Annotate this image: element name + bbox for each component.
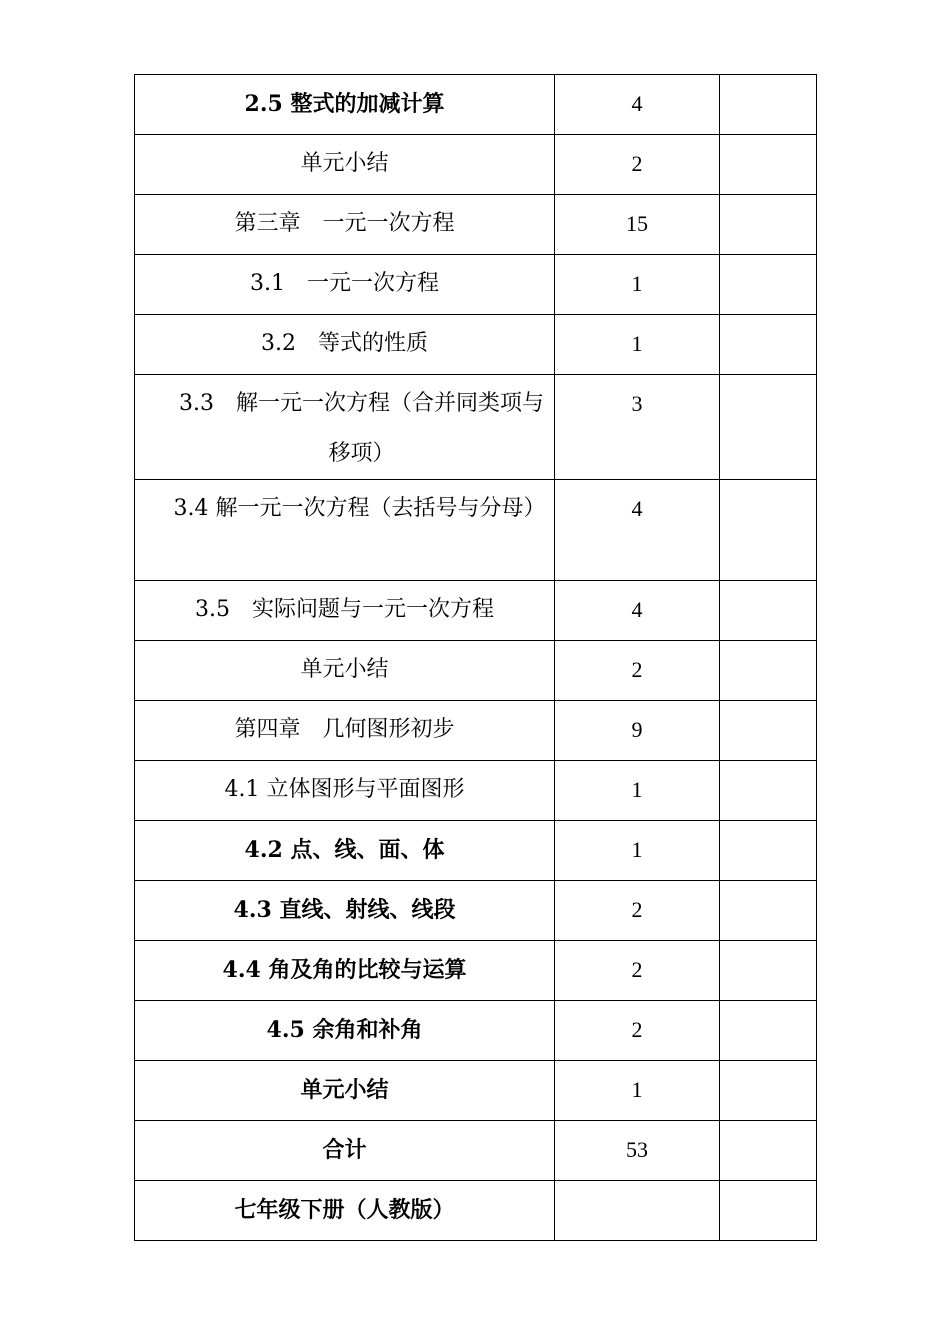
lesson-note [720, 941, 817, 1001]
total-label: 合计 [135, 1121, 555, 1181]
table-row [135, 701, 817, 761]
lesson-note [720, 480, 817, 581]
lesson-hours: 2 [555, 135, 720, 195]
lesson-note [720, 195, 817, 255]
lesson-hours: 1 [555, 255, 720, 315]
lesson-note [720, 821, 817, 881]
table-row [135, 375, 817, 480]
table-row [135, 641, 817, 701]
table-row [135, 195, 817, 255]
lesson-note [720, 641, 817, 701]
table-row [135, 75, 817, 135]
lesson-title: 4.1 立体图形与平面图形 [135, 761, 555, 821]
lesson-title: 单元小结 [135, 1061, 555, 1121]
lesson-title: 2.5 整式的加减计算 [135, 75, 555, 135]
table-row [135, 581, 817, 641]
lesson-hours: 2 [555, 641, 720, 701]
table-row [135, 761, 817, 821]
lesson-note [720, 1121, 817, 1181]
table-row [135, 941, 817, 1001]
lesson-title: 4.4 角及角的比较与运算 [135, 941, 555, 1001]
lesson-hours: 4 [555, 75, 720, 135]
lesson-note [720, 581, 817, 641]
lesson-note [720, 881, 817, 941]
lesson-hours: 2 [555, 881, 720, 941]
lesson-hours: 1 [555, 821, 720, 881]
lesson-hours: 15 [555, 195, 720, 255]
table-row [135, 315, 817, 375]
table-row [135, 881, 817, 941]
lesson-hours: 2 [555, 1001, 720, 1061]
lesson-title: 3.1 一元一次方程 [135, 255, 555, 315]
chapter-title: 第三章 一元一次方程 [135, 195, 555, 255]
lesson-note [720, 315, 817, 375]
table-row [135, 1121, 817, 1181]
lesson-note [720, 701, 817, 761]
lesson-hours: 1 [555, 315, 720, 375]
total-hours: 53 [555, 1121, 720, 1181]
lesson-title: 4.2 点、线、面、体 [135, 821, 555, 881]
lesson-note [720, 135, 817, 195]
lesson-note [720, 255, 817, 315]
lesson-title: 单元小结 [135, 135, 555, 195]
lesson-hours: 2 [555, 941, 720, 1001]
lesson-note [720, 1061, 817, 1121]
lesson-hours [555, 1181, 720, 1241]
table-row [135, 1181, 817, 1241]
volume-title: 七年级下册（人教版） [135, 1181, 555, 1241]
lesson-note [720, 1001, 817, 1061]
lesson-note [720, 761, 817, 821]
table-row [135, 1061, 817, 1121]
lesson-title: 3.5 实际问题与一元一次方程 [135, 581, 555, 641]
lesson-hours: 4 [555, 581, 720, 641]
lesson-note [720, 375, 817, 480]
table-row [135, 135, 817, 195]
lesson-hours: 1 [555, 1061, 720, 1121]
table-row [135, 255, 817, 315]
lesson-title: 4.5 余角和补角 [135, 1001, 555, 1061]
table-row [135, 480, 817, 581]
lesson-title: 单元小结 [135, 641, 555, 701]
lesson-hours: 4 [555, 480, 720, 581]
lesson-title: 4.3 直线、射线、线段 [135, 881, 555, 941]
lesson-title: 3.4 解一元一次方程（去括号与分母） [135, 480, 555, 581]
lesson-hours: 3 [555, 375, 720, 480]
schedule-table [134, 74, 817, 1241]
lesson-note [720, 75, 817, 135]
lesson-hours: 9 [555, 701, 720, 761]
lesson-title: 3.2 等式的性质 [135, 315, 555, 375]
lesson-note [720, 1181, 817, 1241]
lesson-hours: 1 [555, 761, 720, 821]
table-row [135, 821, 817, 881]
table-row [135, 1001, 817, 1061]
chapter-title: 第四章 几何图形初步 [135, 701, 555, 761]
lesson-title: 3.3 解一元一次方程（合并同类项与移项） [135, 375, 555, 480]
